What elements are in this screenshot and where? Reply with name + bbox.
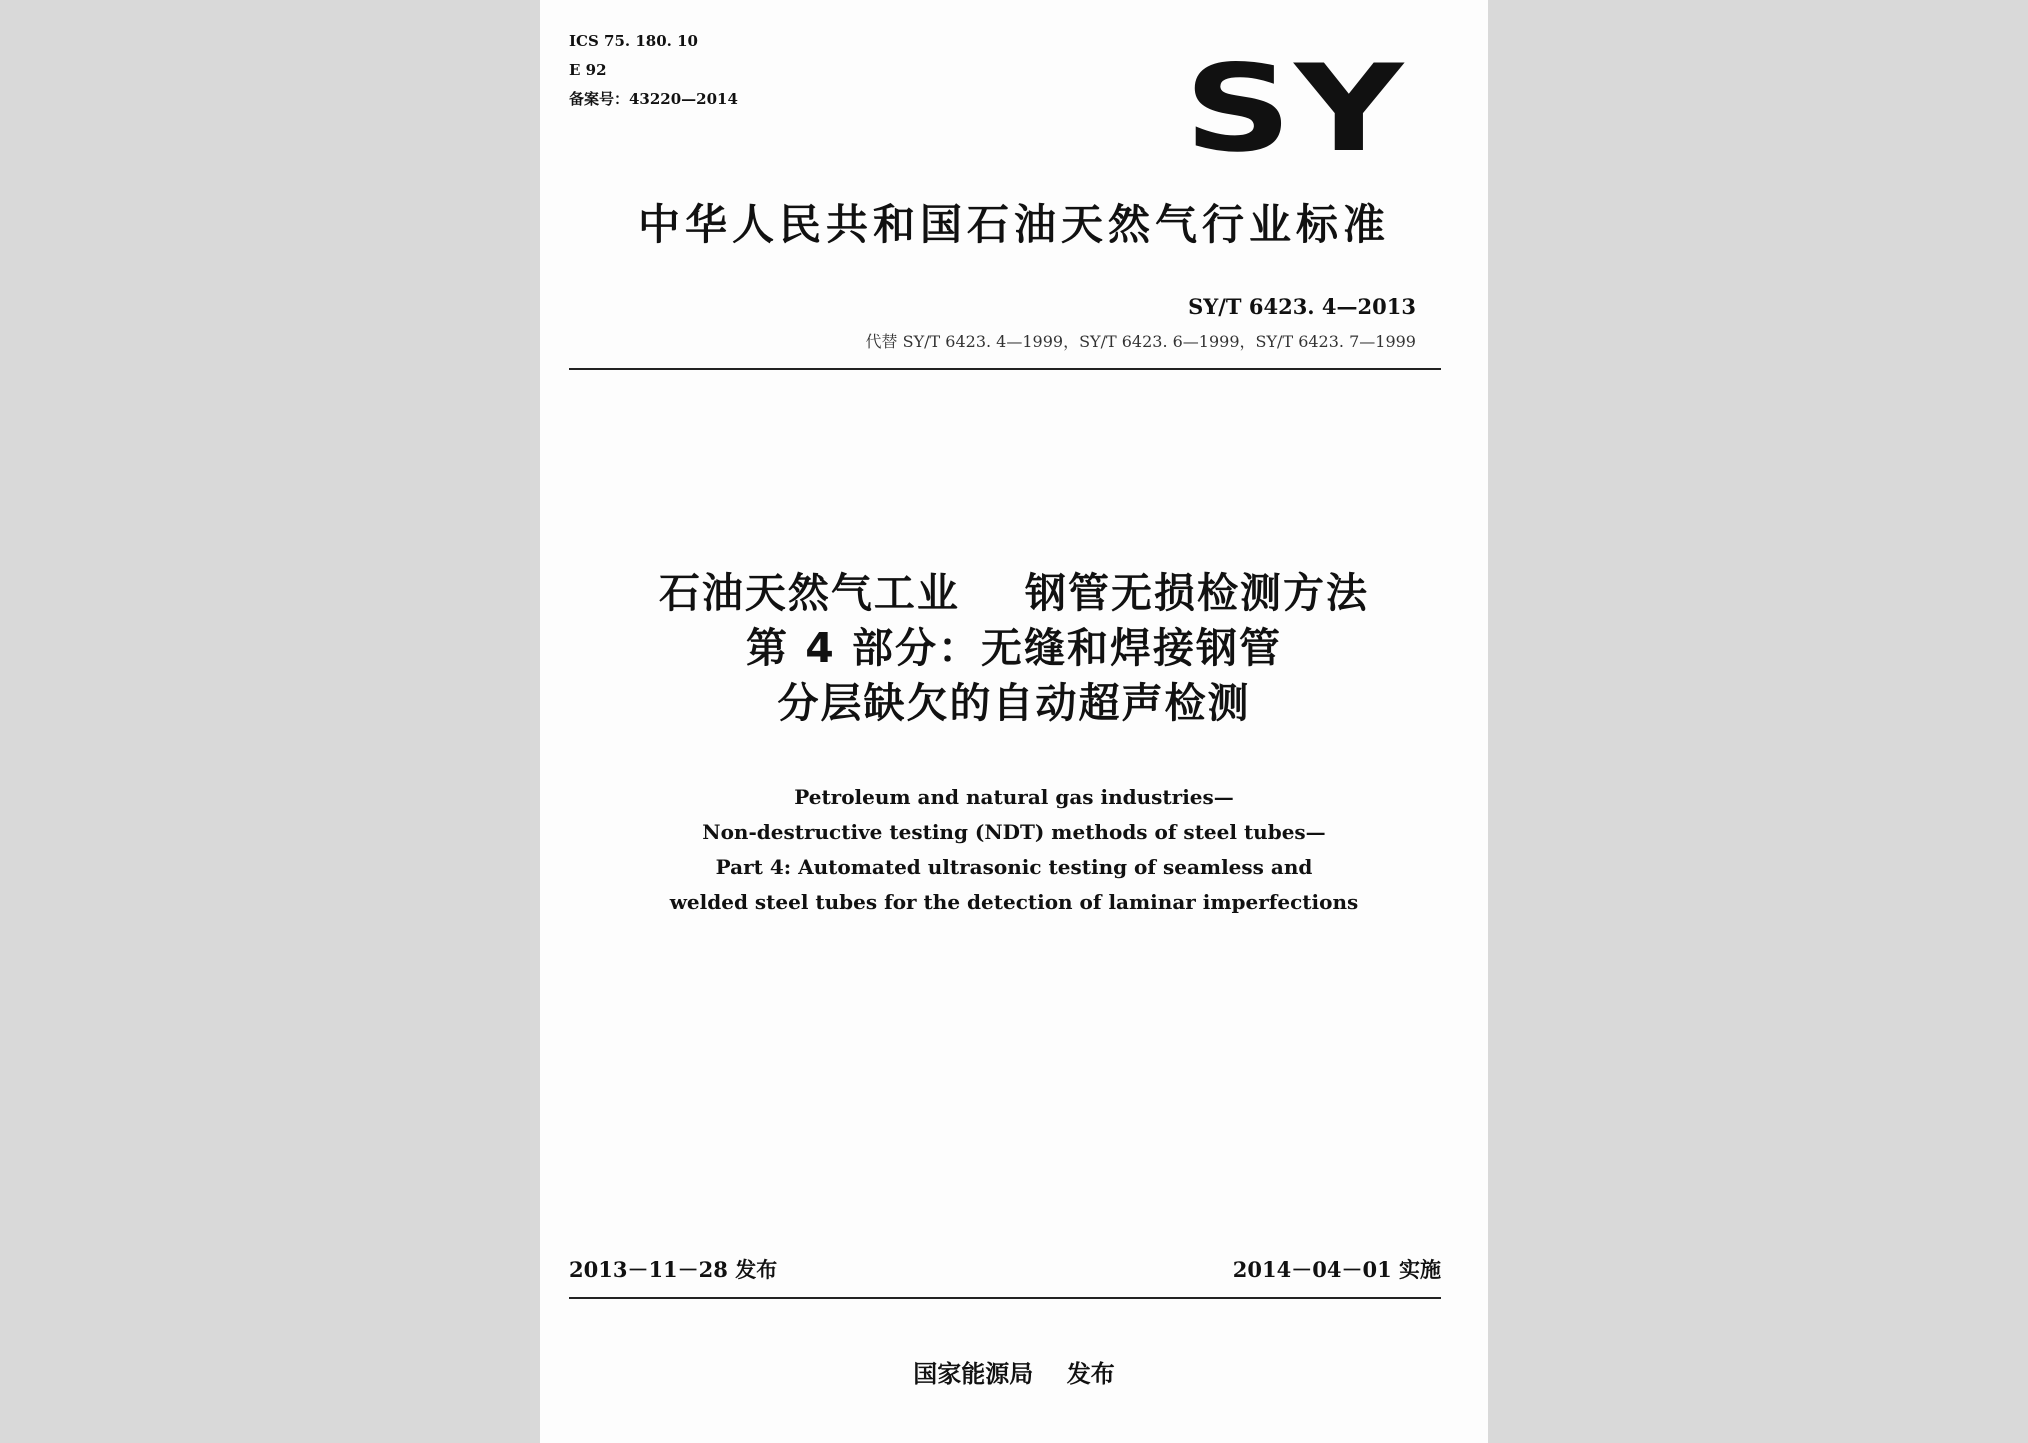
chinese-title-line: 石油天然气工业 钢管无损检测方法: [658, 569, 1370, 617]
ics-code: ICS 75. 180. 10: [569, 32, 698, 50]
publisher: 国家能源局 发布: [913, 1360, 1115, 1388]
filing-number: 备案号：43220—2014: [569, 90, 738, 108]
top-divider: [569, 368, 1441, 370]
sy-logo: SY: [1184, 40, 1406, 179]
chinese-title-line: 分层缺欠的自动超声检测: [777, 679, 1251, 727]
english-title-line: welded steel tubes for the detection of laminar imperfections: [669, 890, 1359, 914]
replaces-note: 代替 SY/T 6423. 4—1999，SY/T 6423. 6—1999，SY/T 6423. 7—1999: [865, 332, 1416, 351]
chinese-title-line: 第 4 部分：无缝和焊接钢管: [745, 624, 1283, 672]
document-page: [540, 0, 1488, 1443]
chinese-title: [540, 566, 1488, 731]
classification-code: E 92: [569, 61, 607, 79]
english-title-line: Non-destructive testing (NDT) methods of steel tubes—: [702, 820, 1326, 844]
english-title-line: Petroleum and natural gas industries—: [794, 785, 1234, 809]
effective-date: 2014－04－01 实施: [1232, 1257, 1441, 1282]
bottom-divider: [569, 1297, 1441, 1299]
english-title-line: Part 4: Automated ultrasonic testing of seamless and: [715, 855, 1313, 879]
english-title: [540, 780, 1488, 920]
issue-date: 2013－11－28 发布: [569, 1257, 778, 1282]
standard-title: 中华人民共和国石油天然气行业标准: [637, 200, 1390, 249]
standard-code: SY/T 6423. 4—2013: [1188, 294, 1416, 319]
